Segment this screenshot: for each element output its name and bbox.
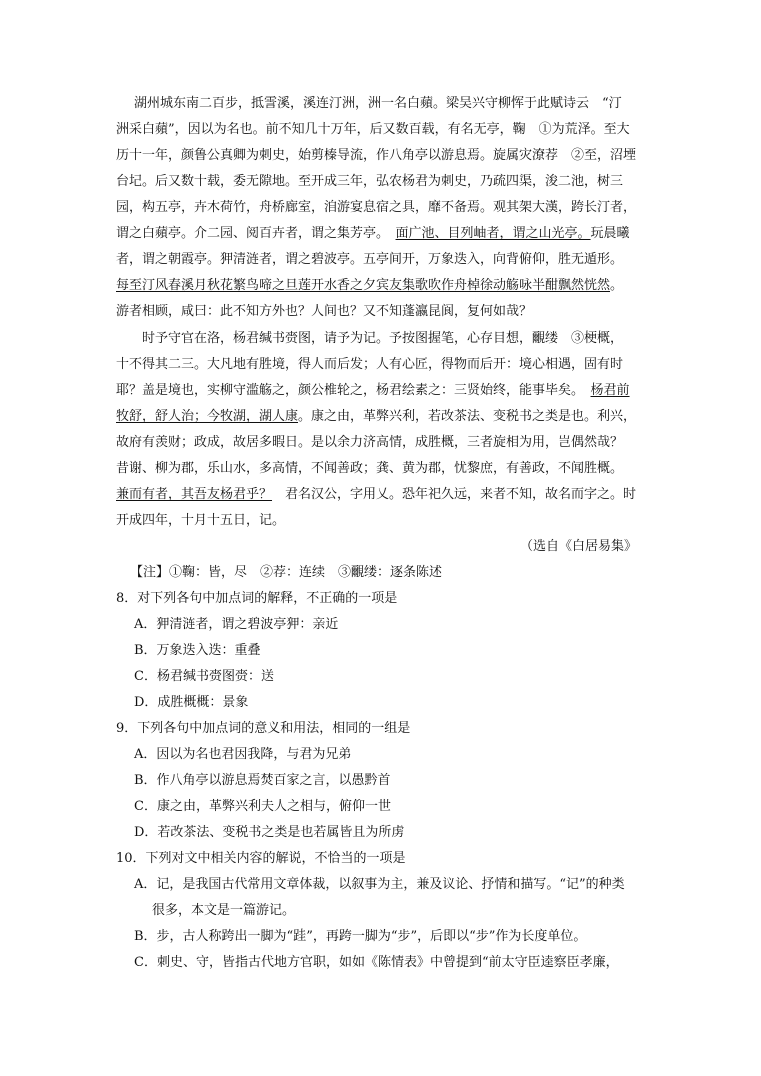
passage-text: 。 (610, 278, 624, 293)
passage-text: 耶？盖是境也，实柳守滥觞之，颜公椎轮之，杨君绘素之：三贤始终，能事毕矣。 (116, 383, 578, 398)
passage-text: 玩晨曦 (590, 226, 630, 241)
passage-line: 历十一年，颜鲁公真卿为刺史，始剪榛导流，作八角亭以游息焉。旋属灾潦荐 ②至，沼堙 (116, 148, 637, 163)
underlined-phrase: 牧舒，舒人治；今牧湖，湖人康 (116, 409, 299, 424)
underlined-sentence: 每至汀风春溪月秋花繁鸟啼之旦莲开水香之夕宾友集歌吹作舟棹徐动觞咏半酣飘然恍然 (116, 278, 611, 293)
passage-line: 昔谢、柳为郡，乐山水，多高情，不闻善政；龚、黄为郡，忧黎庶，有善政，不闻胜概。 (116, 461, 624, 476)
option: D．成胜概概：景象 (134, 695, 249, 710)
passage-line: 时予守官在洛，杨君缄书赍图，请予为记。予按图握笔，心存目想，覼缕 ③梗概， (142, 331, 624, 346)
passage-text: 君名汉公，字用乂。恐年祀久远，来者不知，故名而字之。时 (285, 487, 637, 502)
source-citation: （选自《白居易集》 (519, 539, 637, 554)
passage-line-16 (116, 487, 636, 503)
passage-line: 游者相顾，咸曰：此不知方外也？人间也？又不知蓬瀛昆阆，复何如哉？ (116, 304, 533, 319)
footnote: 【注】①鞠：皆，尽 ②荐：连续 ③覼缕：逐条陈述 (130, 565, 443, 580)
option: B．步，古人称跨出一脚为“跬”，再跨一脚为“步”，后即以“步”作为长度单位。 (134, 929, 587, 944)
underlined-phrase: 杨君前 (590, 383, 630, 398)
passage-line-8 (116, 278, 623, 294)
passage-line: 园，构五亭，卉木荷竹，舟桥廊室，洎游宴息宿之具，靡不备焉。观其架大漢，跨长汀者， (116, 200, 637, 215)
passage-text: 谓之白蘋亭。介二园、阅百卉者，谓之集芳亭。 (116, 226, 383, 241)
option: C．杨君缄书赍图赍：送 (134, 669, 274, 684)
option-continuation: 很多，本文是一篇游记。 (152, 903, 296, 918)
option: A．狎清涟者，谓之碧波亭狎：亲近 (134, 617, 339, 632)
question-9-stem: 9．下列各句中加点词的意义和用法，相同的一组是 (116, 721, 411, 736)
passage-line: 开成四年，十月十五日，记。 (116, 513, 286, 528)
passage-line: 洲采白蘋”，因以为名也。前不知几十万年，后又数百载，有名无亭，鞠 ①为荒泽。至大 (116, 122, 630, 137)
passage-line: 湖州城东南二百步，抵霅溪，溪连汀洲，洲一名白蘋。梁吴兴守柳恽于此赋诗云 “汀 (134, 96, 622, 111)
passage-line-12 (116, 383, 630, 399)
option: D．若改茶法、变税书之类是也若属皆且为所虏 (134, 825, 405, 840)
passage-line-7 (116, 252, 623, 268)
underlined-phrase: 面广池、目列岫者，谓之山光亭。 (395, 226, 591, 241)
passage-text: 者， (116, 252, 143, 267)
passage-line-13 (116, 409, 636, 425)
passage-line-6 (116, 226, 630, 242)
question-8-stem: 8．对下列各句中加点词的解释，不正确的一项是 (116, 591, 398, 606)
underlined-phrase: 兼而有者，其吾友杨君乎？ (116, 487, 273, 502)
option: C．康之由，革弊兴利夫人之相与，俯仰一世 (134, 799, 391, 814)
passage-text: 。康之由，革弊兴利，若改茶法、变税书之类是也。利兴， (298, 409, 637, 424)
option: B．作八角亭以游息焉焚百家之言，以愚黔首 (134, 773, 391, 788)
passage-line: 故府有羡财；政成，故居多暇日。是以余力济高情，成胜概，三者旋相为用，岂偶然哉？ (116, 435, 624, 450)
question-10-stem: 10．下列对文中相关内容的解说，不恰当的一项是 (116, 851, 406, 866)
passage-text: 谓之朝霞亭。狎清涟者，谓之碧波亭。五亭间开，万象迭入，向背俯仰，胜无遁形。 (142, 252, 624, 267)
option: A．因以为名也君因我降，与君为兄弟 (134, 747, 352, 762)
option: B．万象迭入迭：重叠 (134, 643, 261, 658)
passage-line: 十不得其二三。大凡地有胜境，得人而后发；人有心匠，得物而后开：境心相遇，固有时 (116, 357, 624, 372)
option: A．记，是我国古代常用文章体裁，以叙事为主，兼及议论、抒情和描写。“记”的种类 (134, 877, 625, 892)
passage-line: 台圮。后又数十载，委无隙地。至开成三年，弘农杨君为刺史，乃疏四渠，浚二池，树三 (116, 174, 624, 189)
option: C．刺史、守，皆指古代地方官职，如如《陈情表》中曾提到“前太守臣逵察臣孝廉， (134, 955, 619, 970)
